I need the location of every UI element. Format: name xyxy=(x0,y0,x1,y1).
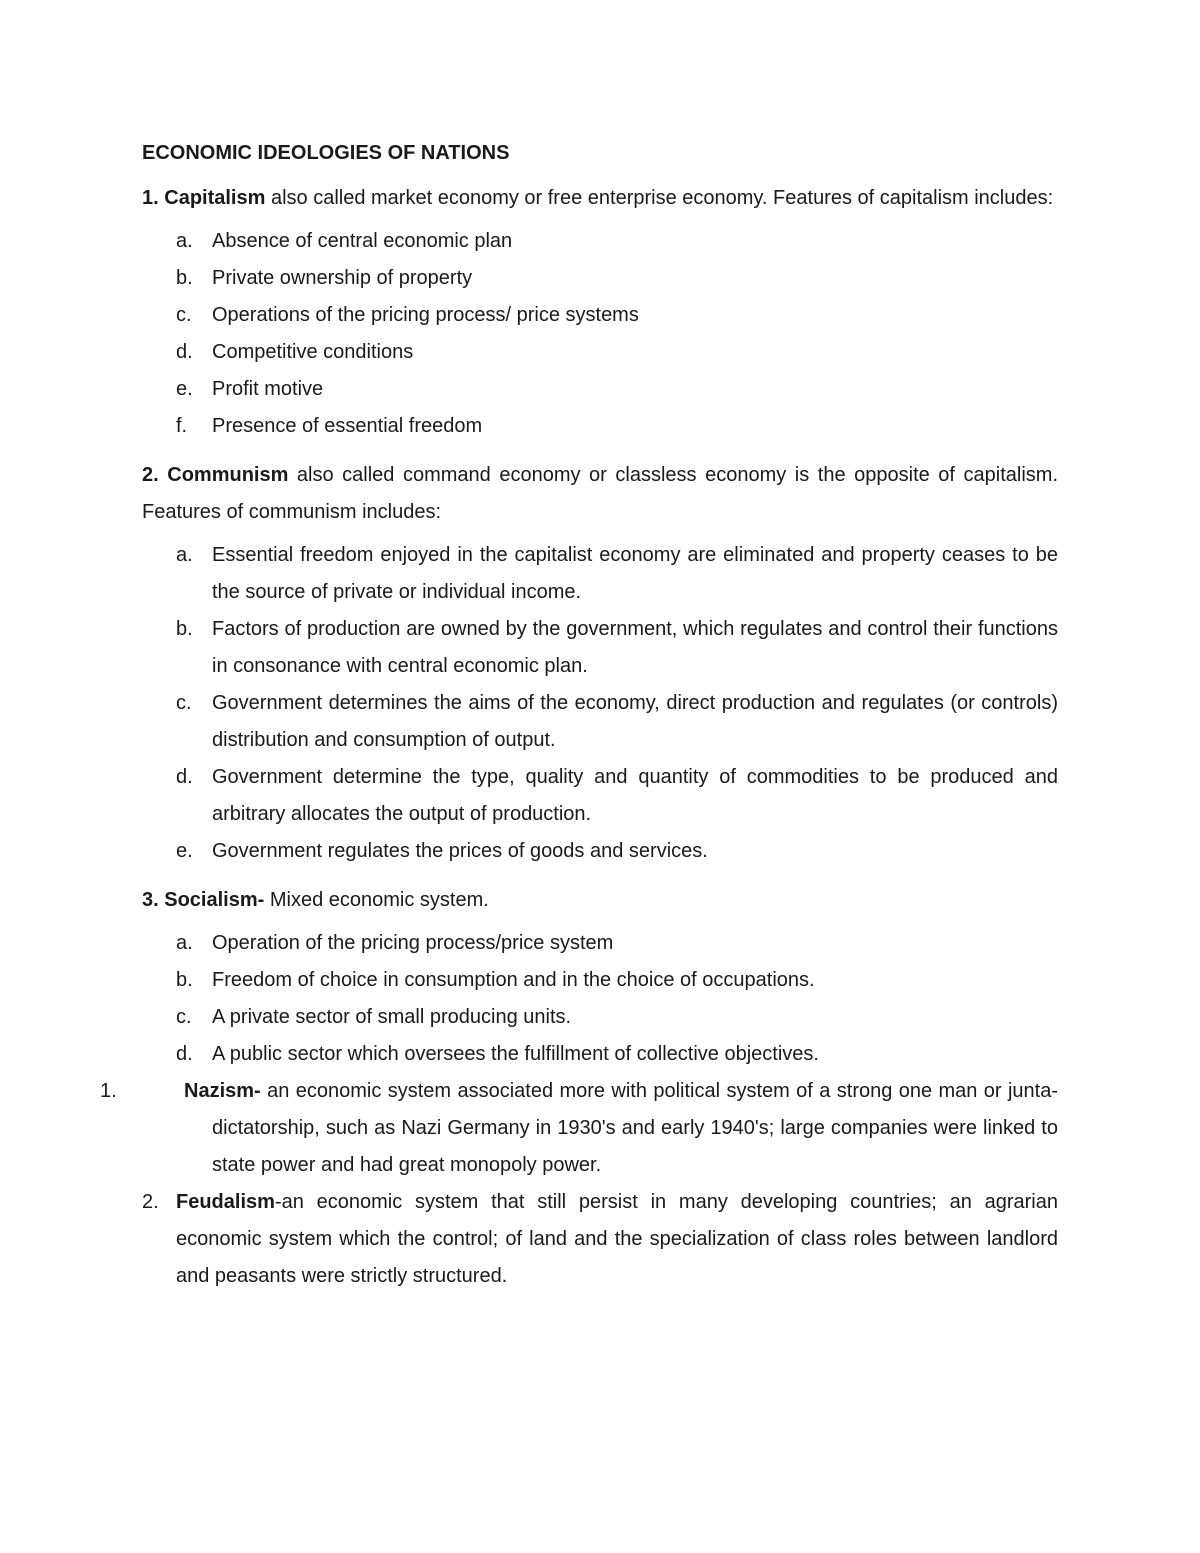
list-item xyxy=(142,371,1058,408)
list-item xyxy=(142,297,1058,334)
section-intro xyxy=(142,882,1058,919)
list-number: 1. xyxy=(100,1080,117,1102)
section-term: Capitalism xyxy=(164,187,266,209)
list-item xyxy=(142,537,1058,611)
section-number: 3. xyxy=(142,889,159,911)
list-item-feudalism xyxy=(142,1184,1058,1295)
list-item xyxy=(142,833,1058,870)
list-marker: e. xyxy=(176,840,193,862)
list-marker: d. xyxy=(176,341,193,363)
section-socialism xyxy=(142,882,1058,1073)
list-item-text: Government determine the type, quality and quantity of commodities to be produced and arbitrary allocates the output of production. xyxy=(212,766,1058,825)
list-item-text: Profit motive xyxy=(212,378,324,400)
system-term: Nazism xyxy=(184,1080,255,1102)
section-number: 2. xyxy=(142,464,159,486)
list-number: 2. xyxy=(142,1191,159,1213)
section-intro-text: Mixed economic system. xyxy=(269,889,489,911)
feature-list xyxy=(142,223,1058,445)
list-item xyxy=(142,999,1058,1036)
list-item-nazism xyxy=(100,1073,1058,1184)
list-marker: c. xyxy=(176,304,192,326)
section-number: 1. xyxy=(142,187,159,209)
list-item xyxy=(142,260,1058,297)
list-item-text: A private sector of small producing units. xyxy=(212,1006,572,1028)
list-marker: a. xyxy=(176,230,193,252)
document-page xyxy=(100,138,1059,1295)
feature-list xyxy=(142,925,1058,1073)
list-item-text: Government regulates the prices of goods and services. xyxy=(212,840,708,862)
list-item xyxy=(142,1036,1058,1073)
list-item-text: Presence of essential freedom xyxy=(212,415,483,437)
list-item-text: Private ownership of property xyxy=(212,267,473,289)
system-dash: - xyxy=(254,1080,268,1102)
list-item-text: Government determines the aims of the economy, direct production and regulates (or controls) distribution and consumption of output. xyxy=(212,692,1058,751)
list-item xyxy=(142,685,1058,759)
list-item-text: A public sector which oversees the fulfillment of collective objectives. xyxy=(212,1043,819,1065)
list-marker: a. xyxy=(176,544,193,566)
system-text: an economic system associated more with political system of a strong one man or junta-dictatorship, such as Nazi Germany in 1930's and early 1940's; large companies were linked to state power and had great monopoly power. xyxy=(212,1080,1058,1176)
section-term: Socialism xyxy=(164,889,258,911)
section-intro-text: also called market economy or free enterprise economy. Features of capitalism includes: xyxy=(265,187,1054,209)
list-marker: e. xyxy=(176,378,193,400)
section-communism xyxy=(142,457,1058,870)
list-marker: b. xyxy=(176,618,193,640)
other-systems-list xyxy=(100,1073,1058,1295)
list-item xyxy=(142,408,1058,445)
section-intro xyxy=(142,457,1058,531)
list-item xyxy=(142,759,1058,833)
list-marker: c. xyxy=(176,1006,192,1028)
list-marker: d. xyxy=(176,766,193,788)
list-item-text: Factors of production are owned by the government, which regulates and control their functions in consonance with central economic plan. xyxy=(212,618,1058,677)
system-term: Feudalism xyxy=(176,1191,275,1213)
list-marker: d. xyxy=(176,1043,193,1065)
section-dash: - xyxy=(257,889,270,911)
list-item xyxy=(142,962,1058,999)
list-item-text: Operations of the pricing process/ price systems xyxy=(212,304,639,326)
list-marker: a. xyxy=(176,932,193,954)
list-item xyxy=(142,334,1058,371)
section-intro-text: also called command economy or classless economy is the opposite of capitalism. Features of communism includes: xyxy=(142,464,1059,523)
list-item-text: Operation of the pricing process/price system xyxy=(212,932,614,954)
section-intro xyxy=(142,180,1058,217)
list-item-text: Absence of central economic plan xyxy=(212,230,513,252)
list-marker: b. xyxy=(176,267,193,289)
list-marker: f. xyxy=(176,415,188,437)
document-title: ECONOMIC IDEOLOGIES OF NATIONS xyxy=(142,142,510,164)
list-marker: c. xyxy=(176,692,192,714)
system-dash: - xyxy=(274,1191,282,1213)
list-item-text: Freedom of choice in consumption and in the choice of occupations. xyxy=(212,969,815,991)
feature-list xyxy=(142,537,1058,870)
system-text: an economic system that still persist in many developing countries; an agrarian economic system which the control; of land and the specialization of class roles between landlord and peasants were strictly structured. xyxy=(176,1191,1058,1287)
section-capitalism xyxy=(142,180,1058,445)
list-item-text: Competitive conditions xyxy=(212,341,414,363)
list-item xyxy=(142,223,1058,260)
section-term: Communism xyxy=(167,464,289,486)
list-item-text: Essential freedom enjoyed in the capitalist economy are eliminated and property ceases to be the source of private or individual income. xyxy=(212,544,1058,603)
list-marker: b. xyxy=(176,969,193,991)
list-item xyxy=(142,925,1058,962)
list-item xyxy=(142,611,1058,685)
